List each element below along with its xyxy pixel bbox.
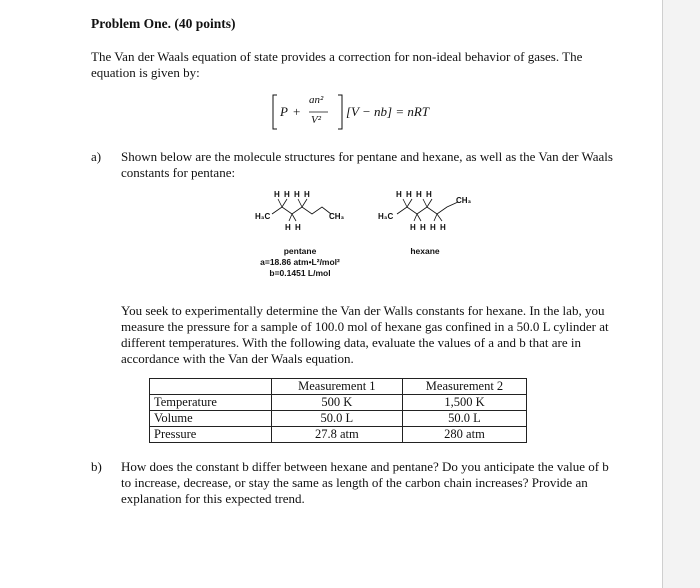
table-cell: 500 K	[271, 395, 402, 411]
table-row	[150, 411, 527, 427]
table-cell: Temperature	[150, 395, 272, 411]
table-cell: 50.0 L	[402, 411, 526, 427]
pentane-right-group: CH₃	[329, 212, 345, 221]
experiment-paragraph: You seek to experimentally determine the Van der Walls constants for hexane. In the lab, you measure the pressure for a sample of 100.0 mol of hexane gas confined in a 50.0 L cylinder at different temperatures. With the following data, evaluate the values of a and b that are in accordance with the Van der Waals equation.	[121, 303, 609, 366]
table-header-row	[150, 379, 527, 395]
intro-paragraph: The Van der Waals equation of state provides a correction for non-ideal behavior of gases. The equation is given by:	[91, 49, 583, 80]
table-cell: Volume	[150, 411, 272, 427]
part-a-text: Shown below are the molecule structures for pentane and hexane, as well as the Van der Waals constants for pentane:	[121, 149, 613, 180]
table-header-cell: Measurement 2	[402, 379, 526, 395]
hexane-top-h: H H H H	[396, 190, 432, 199]
table-row	[150, 427, 527, 443]
table-row	[150, 395, 527, 411]
table-header-cell: Measurement 1	[271, 379, 402, 395]
table-cell: 280 atm	[402, 427, 526, 443]
equation-numerator: an²	[309, 94, 324, 106]
table-cell: Pressure	[150, 427, 272, 443]
pentane-b-constant: b=0.1451 L/mol	[269, 268, 331, 278]
equation-denominator: V²	[311, 114, 322, 126]
pentane-top-h: H H H H	[274, 190, 310, 199]
van-der-waals-equation	[270, 92, 470, 132]
hexane-right-group: CH₃	[456, 196, 472, 205]
table-cell: 1,500 K	[402, 395, 526, 411]
part-a-label: a)	[91, 149, 102, 164]
pentane-left-group: H₃C	[255, 212, 271, 221]
pentane-name: pentane	[283, 246, 317, 256]
pentane-bottom-h: H H	[285, 223, 301, 232]
hexane-structure	[372, 188, 492, 258]
hexane-bottom-h: H H H H	[410, 223, 446, 232]
hexane-left-group: H₃C	[378, 212, 394, 221]
equation-p: P	[280, 104, 288, 119]
equation-rhs: [V − nb] = nRT	[346, 104, 430, 119]
pentane-caption	[245, 246, 355, 279]
equation-plus: +	[293, 104, 301, 119]
part-b-text: How does the constant b differ between hexane and pentane? Do you anticipate the value of b to increase, decrease, or stay the same as length of the carbon chain increases? Provide an explanation for this expected trend.	[121, 459, 609, 506]
part-b-label: b)	[91, 459, 102, 474]
table-cell: 50.0 L	[271, 411, 402, 427]
pentane-a-constant: a=18.86 atm•L²/mol²	[260, 257, 340, 267]
hexane-name: hexane	[410, 246, 440, 256]
problem-title: Problem One. (40 points)	[91, 16, 236, 31]
table-header-cell	[150, 379, 272, 395]
measurement-table	[149, 378, 527, 443]
pentane-structure	[245, 188, 360, 278]
table-cell: 27.8 atm	[271, 427, 402, 443]
